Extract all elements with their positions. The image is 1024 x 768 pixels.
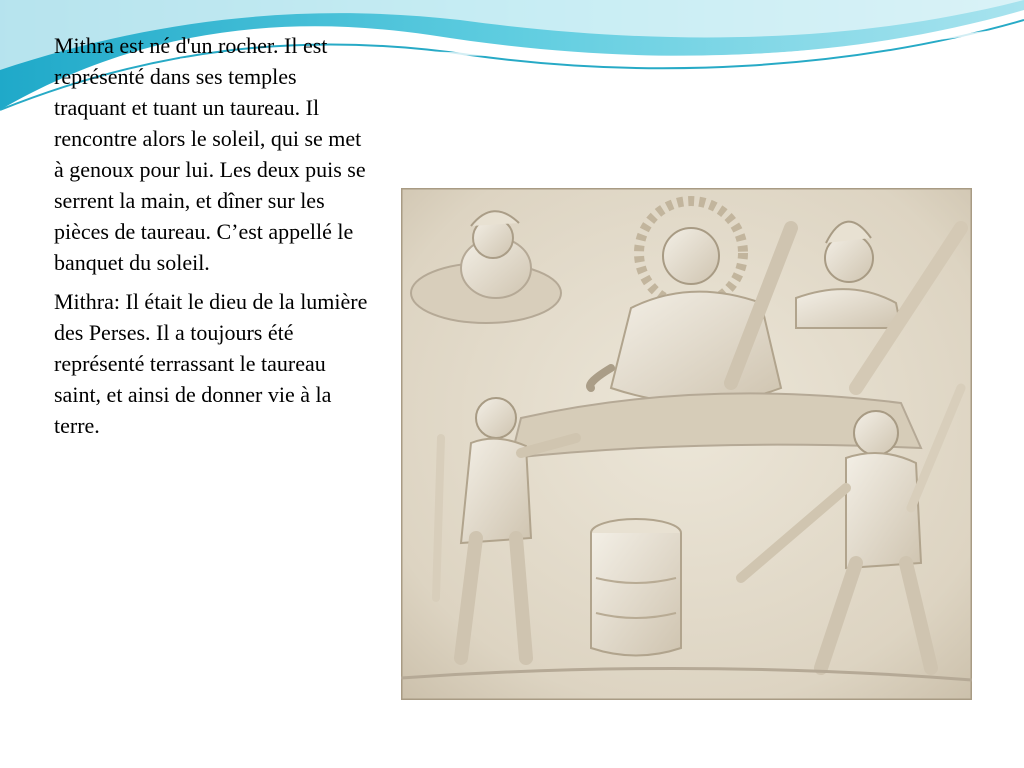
stone-relief-image xyxy=(401,188,972,700)
paragraph-definition: Mithra: Il était le dieu de la lumière des Perses. Il a toujours été représenté terrassant le taureau saint, et ainsi de donner vie à la terre. xyxy=(54,289,368,438)
altar xyxy=(591,519,681,656)
paragraph-birth: Mithra est né d'un rocher. Il est représenté dans ses temples traquant et tuant un taureau. Il rencontre alors le soleil, qui se met à genoux pour lui. Les deux puis se serrent la main, et dîner sur les pièces de taureau. C’est appellé le banquet du soleil. xyxy=(54,33,366,275)
body-text xyxy=(54,30,374,449)
